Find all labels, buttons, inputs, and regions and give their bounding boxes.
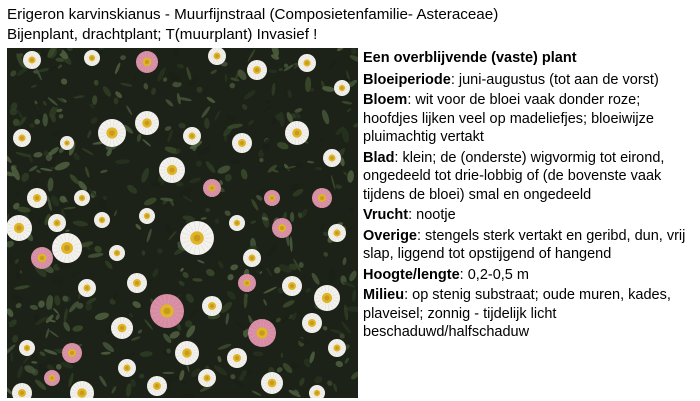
- item-label: Bloeiperiode: [363, 71, 451, 88]
- item-text: : 0,2-0,5 m: [459, 266, 529, 283]
- flower-photo: [7, 48, 358, 398]
- item-text: : klein; de (onderste) wigvormig tot eirond, ongedeeld tot drie-lobbig of (de bovenste vaak tijdens de bloei) smal en ongedeeld: [363, 149, 665, 203]
- item-text: : op stenig substraat; oude muren, kades, plaveisel; zonnig - tijdelijk licht beschaduwd/halfschaduw: [363, 287, 671, 340]
- item-label: Blad: [363, 149, 395, 166]
- item-overige: [363, 227, 699, 264]
- item-label: Milieu: [363, 287, 405, 303]
- item-text: : stengels sterk vertakt en geribd, dun, vrij slap, liggend tot opstijgend of hangend: [363, 227, 686, 262]
- item-text: : juni-augustus (tot aan de vorst): [450, 71, 659, 88]
- item-text: : wit voor de bloei vaak donder roze; hoofdjes lijken veel op madeliefjes; bloeiwijze pluimachtig vertakt: [363, 92, 654, 145]
- item-text: : nootje: [408, 207, 456, 223]
- page-header: [7, 5, 697, 45]
- item-blad: [363, 149, 699, 205]
- item-label: Bloem: [363, 92, 408, 108]
- item-label: Overige: [363, 227, 417, 244]
- item-milieu: [363, 286, 699, 342]
- subtitle-line: Bijenplant, drachtplant; T(muurplant) Invasief !: [7, 26, 318, 43]
- item-label: Vrucht: [363, 207, 409, 223]
- title-line: Erigeron karvinskianus - Muurfijnstraal (Composietenfamilie- Asteraceae): [7, 6, 499, 23]
- item-hoogte: [363, 266, 699, 285]
- item-bloem: [363, 91, 699, 147]
- plant-type: Een overblijvende (vaste) plant: [363, 50, 577, 66]
- flower-photo-drawing: [7, 48, 358, 398]
- item-label: Hoogte/lengte: [363, 266, 460, 283]
- item-vrucht: [363, 206, 699, 225]
- item-bloeiperiode: [363, 71, 699, 90]
- description-panel: [363, 49, 699, 344]
